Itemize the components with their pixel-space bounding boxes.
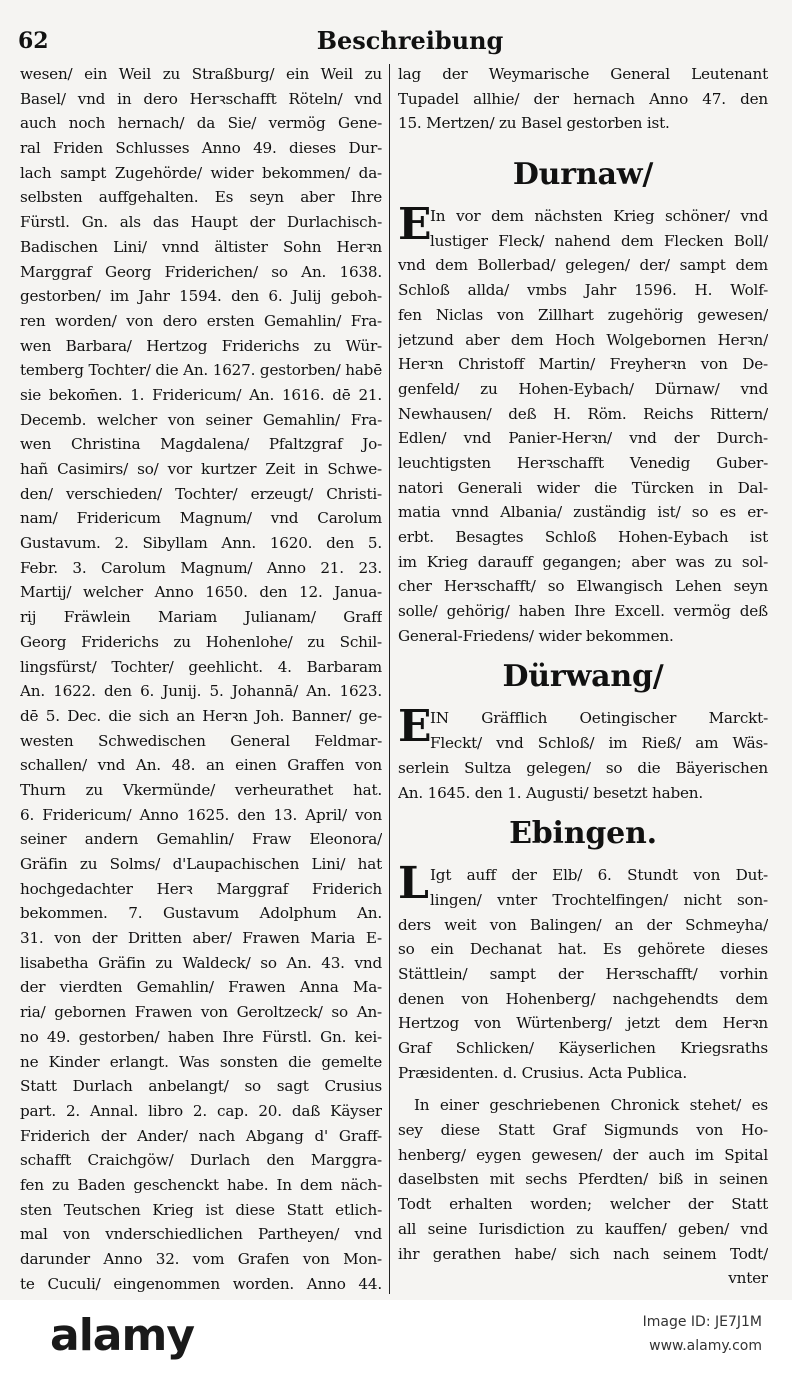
text-line: ria/ gebornen Frawen von Geroltzeck/ so An-: [20, 1003, 382, 1022]
text-line: vnd dem Bollerbad/ gelegen/ der/ sampt dem: [398, 256, 768, 275]
site-url: www.alamy.com: [649, 1338, 762, 1354]
text-line: Gräfin zu Solms/ d'Laupachischen Lini/ hat: [20, 855, 382, 873]
text-line: denen von Hohenberg/ nachgehendts dem: [398, 989, 768, 1008]
section-paragraph: [398, 858, 768, 1085]
text-line: der vierdten Gemahlin/ Frawen Anna Ma-: [20, 978, 382, 997]
text-line: lingsfürst/ Tochter/ geehlicht. 4. Barbaram: [20, 657, 382, 676]
drop-cap: E: [398, 701, 432, 753]
text-line: wen Christina Magdalena/ Pfaltzgraf Jo-: [20, 435, 382, 454]
text-line: so ein Dechanat hat. Es gehörete dieses: [398, 940, 768, 959]
text-line: ral Friden Schlusses Anno 49. dieses Dur-: [20, 139, 382, 158]
text-line: An. 1645. den 1. Augusti/ besetzt haben.: [398, 783, 703, 802]
text-line: schallen/ vnd An. 48. an einen Graffen von: [20, 756, 382, 775]
text-line: lisabetha Gräfin zu Waldeck/ so An. 43. vnd: [20, 953, 382, 972]
section-paragraph: [398, 199, 768, 648]
text-line: im Krieg darauff gegangen; aber was zu sol-: [398, 552, 768, 571]
text-line: 31. von der Dritten aber/ Frawen Maria E-: [20, 929, 382, 948]
text-line: sten Teutschen Krieg ist diese Statt etlich-: [20, 1200, 382, 1219]
text-line: nam/ Fridericum Magnum/ vnd Carolum: [20, 509, 382, 528]
text-line: Todt erhalten worden; welcher der Statt: [398, 1195, 768, 1214]
text-line: Georg Friderichs zu Hohenlohe/ zu Schil-: [20, 632, 382, 651]
text-line: Graf Schlicken/ Käyserlichen Kriegsraths: [398, 1039, 768, 1057]
text-line: leuchtigsten Herꝛschafft Venedig Guber-: [398, 453, 768, 472]
text-line: serlein Sultza gelegen/ so die Bäyerischen: [398, 758, 768, 777]
text-line: dē 5. Dec. die sich an Herꝛn Joh. Banner/ ge-: [20, 706, 382, 725]
text-line: hañ Casimirs/ so/ vor kurtzer Zeit in Schwe-: [20, 460, 382, 478]
text-line: jetzund aber dem Hoch Wolgebornen Herꝛn/: [398, 330, 768, 349]
text-line: Febr. 3. Carolum Magnum/ Anno 21. 23.: [20, 558, 382, 577]
text-line: genfeld/ zu Hohen-Eybach/ Dürnaw/ vnd: [398, 379, 768, 398]
text-line: IN Gräfflich Oetingischer Marckt-: [430, 709, 768, 728]
drop-cap: E: [398, 199, 432, 251]
text-line: In einer geschriebenen Chronick stehet/ es: [414, 1096, 768, 1115]
text-line: rij Fräwlein Mariam Julianam/ Graff: [20, 608, 382, 627]
text-line: ders weit von Balingen/ an der Schmeyha/: [398, 915, 768, 934]
text-line: part. 2. Annal. libro 2. cap. 20. daß Käyser: [20, 1101, 382, 1120]
text-line: temberg Tochter/ die An. 1627. gestorben/ habē: [20, 361, 382, 380]
text-line: Fleckt/ vnd Schloß/ im Rieß/ am Wäs-: [430, 734, 768, 753]
text-line: solle/ gehörig/ haben Ihre Excell. vermög deß: [398, 602, 768, 621]
text-line: Thurn zu Vkermünde/ verheurathet hat.: [20, 780, 382, 799]
text-line: Statt Durlach anbelangt/ so sagt Crusius: [20, 1077, 382, 1096]
text-line: seiner andern Gemahlin/ Fraw Eleonora/: [20, 830, 382, 849]
text-line: ren worden/ von dero ersten Gemahlin/ Fra-: [20, 311, 382, 330]
text-line: all seine Iurisdiction zu kauffen/ geben/ vnd: [398, 1219, 768, 1238]
text-line: schafft Craichgöw/ Durlach den Marggra-: [20, 1151, 382, 1170]
text-line: henberg/ eygen gewesen/ der auch im Spital: [398, 1145, 768, 1164]
text-line: sey diese Statt Graf Sigmunds von Ho-: [398, 1121, 768, 1140]
text-line: Basel/ vnd in dero Herꝛschafft Röteln/ vnd: [20, 89, 382, 108]
text-line: Decemb. welcher von seiner Gemahlin/ Fra-: [20, 410, 382, 429]
text-line: wen Barbara/ Hertzog Friderichs zu Wür-: [20, 336, 382, 355]
text-line: In vor dem nächsten Krieg schöner/ vnd: [430, 207, 768, 226]
text-line: wesen/ ein Weil zu Straßburg/ ein Weil zu: [20, 65, 382, 83]
text-line: General-Friedens/ wider bekommen.: [398, 626, 674, 645]
left-column: [20, 62, 382, 1296]
text-line: Marggraf Georg Friderichen/ so An. 1638.: [20, 262, 382, 281]
text-line: daselbsten mit sechs Pferdten/ biß in seinen: [398, 1170, 768, 1189]
text-line: gestorben/ im Jahr 1594. den 6. Julij geboh-: [20, 287, 382, 306]
drop-cap: L: [398, 858, 429, 910]
page-number: 62: [18, 28, 49, 54]
text-line: Stättlein/ sampt der Herꝛschafft/ vorhin: [398, 964, 768, 983]
text-line: ne Kinder erlangt. Was sonsten die gemelte: [20, 1052, 382, 1071]
text-line: lach sampt Zugehörde/ wider bekommen/ da-: [20, 163, 382, 182]
text-line: cher Herꝛschafft/ so Elwangisch Lehen seyn: [398, 577, 768, 596]
section-heading: Dürwang/: [502, 659, 664, 695]
text-line: hochgedachter Herꝛ Marggraf Friderich: [20, 879, 382, 898]
text-line: Edlen/ vnd Panier-Herꝛn/ vnd der Durch-: [398, 429, 768, 448]
text-line: no 49. gestorben/ haben Ihre Fürstl. Gn. kei-: [20, 1027, 382, 1046]
right-column: [398, 62, 768, 1291]
text-line: natori Generali wider die Türcken in Dal-: [398, 478, 768, 497]
text-line: sie bekom̄en. 1. Fridericum/ An. 1616. dē 21.: [20, 385, 382, 404]
running-head: Beschreibung: [316, 26, 504, 55]
text-line: Martij/ welcher Anno 1650. den 12. Janua-: [20, 583, 382, 602]
text-line: auch noch hernach/ da Sie/ vermög Gene-: [20, 114, 382, 133]
section-heading: Ebingen.: [509, 816, 657, 852]
text-line: te Cuculi/ eingenommen worden. Anno 44.: [20, 1274, 382, 1293]
stock-footer: [0, 1300, 792, 1390]
text-line: An. 1622. den 6. Junij. 5. Johannā/ An. 1623.: [20, 682, 382, 701]
column-divider: [389, 64, 390, 1294]
alamy-logo: alamy: [50, 1310, 194, 1361]
text-line: Friderich der Ander/ nach Abgang d' Graff-: [20, 1126, 382, 1145]
text-line: lustiger Fleck/ nahend dem Flecken Boll/: [430, 231, 768, 250]
text-line: mal von vnderschiedlichen Partheyen/ vnd: [20, 1225, 382, 1244]
text-line: fen Niclas von Zillhart zugehörig gewesen/: [398, 305, 768, 324]
text-line: Newhausen/ deß H. Röm. Reichs Rittern/: [398, 404, 768, 423]
text-line: Gustavum. 2. Sibyllam Ann. 1620. den 5.: [20, 534, 382, 553]
text-line: 15. Mertzen/ zu Basel gestorben ist.: [398, 114, 670, 133]
text-line: Fürstl. Gn. als das Haupt der Durlachisch-: [20, 213, 382, 232]
text-line: lingen/ vnter Trochtelfingen/ nicht son-: [430, 890, 768, 909]
text-line: Præsidenten. d. Crusius. Acta Publica.: [398, 1063, 688, 1082]
text-line: den/ verschieden/ Tochter/ erzeugt/ Christi-: [20, 484, 382, 503]
text-line: Tupadel allhie/ der hernach Anno 47. den: [398, 89, 768, 108]
text-line: erbt. Besagtes Schloß Hohen-Eybach ist: [398, 528, 768, 546]
text-line: Herꝛn Christoff Martin/ Freyherꝛn von De-: [398, 355, 768, 374]
image-id: Image ID: JE7J1M: [642, 1314, 762, 1330]
text-line: darunder Anno 32. vom Grafen von Mon-: [20, 1250, 382, 1268]
text-line: fen zu Baden geschenckt habe. In dem näch-: [20, 1175, 382, 1194]
text-line: westen Schwedischen General Feldmar-: [20, 731, 382, 750]
text-line: ihr gerathen habe/ sich nach seinem Todt/: [398, 1244, 768, 1263]
text-line: bekommen. 7. Gustavum Adolphum An.: [20, 904, 382, 923]
text-line: vnter: [728, 1269, 768, 1288]
text-line: selbsten auffgehalten. Es seyn aber Ihre: [20, 188, 382, 207]
text-line: Igt auff der Elb/ 6. Stundt von Dut-: [430, 866, 768, 885]
section-paragraph: [398, 701, 768, 805]
text-line: Schloß allda/ vmbs Jahr 1596. H. Wolf-: [398, 281, 768, 300]
text-line: 6. Fridericum/ Anno 1625. den 13. April/ von: [20, 805, 382, 824]
section-heading: Durnaw/: [512, 157, 654, 193]
text-line: lag der Weymarische General Leutenant: [398, 65, 768, 83]
text-line: Badischen Lini/ vnnd ältister Sohn Herꝛn: [20, 237, 382, 256]
text-line: Hertzog von Würtenberg/ jetzt dem Herꝛn: [398, 1014, 768, 1033]
text-line: matia vnnd Albania/ zuständig ist/ so es er-: [398, 503, 768, 522]
